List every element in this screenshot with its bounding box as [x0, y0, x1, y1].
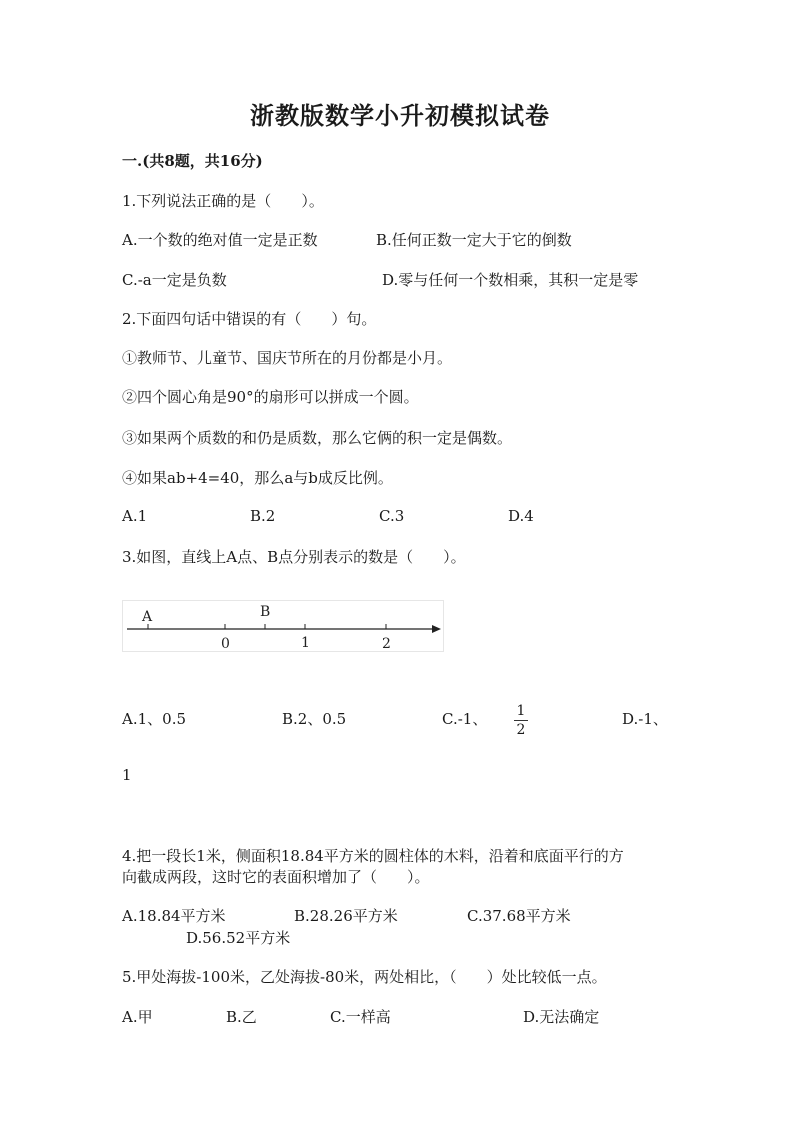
section-heading: 一.(共8题，共16分) [122, 152, 263, 170]
q4-stem-line-1: 4.把一段长1米，侧面积18.84平方米的圆柱体的木料，沿着和底面平行的方 [122, 847, 624, 865]
number-line-figure [122, 600, 444, 652]
q5-option-a: A.甲 [122, 1008, 153, 1026]
q2-option-b: B.2 [250, 507, 276, 525]
q3-option-c: C.-1、 [442, 710, 488, 728]
q2-option-d: D.4 [508, 507, 534, 525]
tick-0-label: 0 [221, 636, 230, 651]
q2-option-a: A.1 [122, 507, 148, 525]
q5-option-b: B.乙 [226, 1008, 257, 1026]
q5-option-d: D.无法确定 [523, 1008, 600, 1026]
q5-stem: 5.甲处海拔-100米，乙处海拔-80米，两处相比，（ ）处比较低一点。 [122, 968, 607, 986]
number-line-arrow [432, 625, 441, 633]
q5-option-c: C.一样高 [330, 1008, 391, 1026]
point-b-label: B [260, 604, 271, 620]
fraction-denominator: 2 [516, 722, 526, 738]
q1-option-c: C.-a一定是负数 [122, 271, 227, 289]
q2-statement-1: ①教师节、儿童节、国庆节所在的月份都是小月。 [122, 349, 453, 367]
tick-1-label: 1 [301, 635, 310, 651]
q3-option-b: B.2、0.5 [282, 710, 347, 728]
q1-option-a: A.一个数的绝对值一定是正数 [122, 231, 318, 249]
q1-option-b: B.任何正数一定大于它的倒数 [376, 231, 572, 249]
q4-option-d: D.56.52平方米 [186, 929, 291, 947]
q3-option-c-fraction [514, 703, 528, 738]
q2-stem: 2.下面四句话中错误的有（ ）句。 [122, 310, 377, 328]
q2-statement-3: ③如果两个质数的和仍是质数，那么它俩的积一定是偶数。 [122, 429, 513, 447]
q4-stem-line-2: 向截成两段，这时它的表面积增加了（ ）。 [122, 868, 430, 886]
page-title: 浙教版数学小升初模拟试卷 [250, 101, 550, 130]
q3-option-a: A.1、0.5 [122, 710, 186, 728]
tick-2-label: 2 [382, 636, 391, 651]
q1-stem: 1.下列说法正确的是（ ）。 [122, 192, 324, 210]
q2-statement-2: ②四个圆心角是90°的扇形可以拼成一个圆。 [122, 388, 419, 406]
fraction-bar [514, 720, 528, 721]
q3-stem: 3.如图，直线上A点、B点分别表示的数是（ ）。 [122, 548, 466, 566]
q1-option-d: D.零与任何一个数相乘，其积一定是零 [382, 271, 639, 289]
q4-option-a: A.18.84平方米 [122, 907, 226, 925]
q4-option-b: B.28.26平方米 [294, 907, 398, 925]
q3-option-d-continued: 1 [122, 766, 132, 784]
q4-option-c: C.37.68平方米 [467, 907, 571, 925]
q3-option-d: D.-1、 [622, 710, 668, 728]
point-a-label: A [142, 609, 153, 625]
q2-statement-4: ④如果ab+4=40，那么a与b成反比例。 [122, 469, 393, 487]
fraction-numerator: 1 [516, 703, 526, 719]
q2-option-c: C.3 [379, 507, 405, 525]
